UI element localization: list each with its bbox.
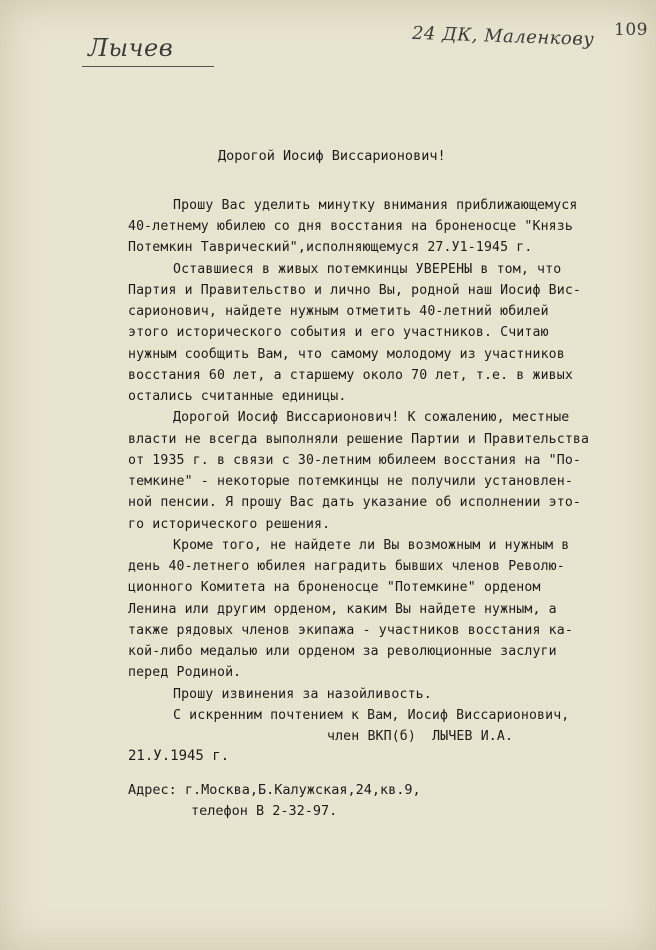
letter-line: го исторического решения. — [128, 517, 331, 532]
letter-signature: член ВКП(б) ЛЫЧЕВ И.А. — [327, 729, 514, 744]
letter-line: от 1935 г. в связи с 30-летним юбилеем восстания на "По- — [128, 453, 582, 468]
handwritten-note: 24 ДК, Маленкову — [411, 22, 595, 51]
letter-line: восстания 60 лет, а старшему около 70 лет, т.е. в живых — [128, 368, 573, 383]
letter-line: ной пенсии. Я прошу Вас дать указание об исполнении это- — [128, 495, 582, 510]
letter-line: сарионович, найдете нужным отметить 40-летний юбилей — [128, 304, 549, 319]
letter-line: ционного Комитета на броненосце "Потемкине" орденом — [128, 580, 541, 595]
archive-page-number: 109 — [614, 20, 648, 40]
address-line: Адрес: г.Москва,Б.Калужская,24,кв.9, — [128, 782, 421, 798]
phone-line: телефон В 2-32-97. — [191, 803, 338, 819]
letter-line: день 40-летнего юбилея наградить бывших членов Револю- — [128, 559, 565, 574]
letter-line: темкине" - некоторые потемкинцы не получили установлен- — [128, 474, 573, 489]
handwritten-name: Лычев — [88, 34, 174, 62]
letter-line: 40-летнему юбилею со дня восстания на броненосце "Князь — [128, 219, 573, 234]
letter-line: Оставшиеся в живых потемкинцы УВЕРЕНЫ в том, что — [173, 262, 562, 277]
letter-line: Потемкин Таврический",исполняющемуся 27.У1-1945 г. — [128, 240, 533, 255]
letter-line: Партия и Правительство и лично Вы, родной наш Иосиф Вис- — [128, 283, 582, 298]
letter-line: остались считанные единицы. — [128, 389, 347, 404]
letter-date: 21.У.1945 г. — [128, 748, 230, 764]
handwritten-underline — [82, 66, 214, 67]
letter-line: этого исторического события и его участников. Считаю — [128, 325, 549, 340]
letter-line: Кроме того, не найдете ли Вы возможным и нужным в — [173, 538, 570, 553]
letter-line: перед Родиной. — [128, 665, 242, 680]
letter-line: Ленина или другим орденом, каким Вы найдете нужным, а — [128, 602, 557, 617]
letter-line: нужным сообщить Вам, что самому молодому из участников — [128, 347, 565, 362]
letter-closing: С искренним почтением к Вам, Иосиф Виссарионович, — [173, 708, 570, 723]
letter-line: Дорогой Иосиф Виссарионович! К сожалению, местные — [173, 410, 570, 425]
letter-line: власти не всегда выполняли решение Партии и Правительства — [128, 432, 590, 447]
letter-line: кой-либо медалью или орденом за революционные заслуги — [128, 644, 557, 659]
letter-line: Прошу Вас уделить минутку внимания приближающемуся — [173, 198, 578, 213]
letter-line: также рядовых членов экипажа - участников восстания ка- — [128, 623, 573, 638]
letter-greeting: Дорогой Иосиф Виссарионович! — [218, 148, 446, 164]
letter-line: Прошу извинения за назойливость. — [173, 687, 432, 702]
